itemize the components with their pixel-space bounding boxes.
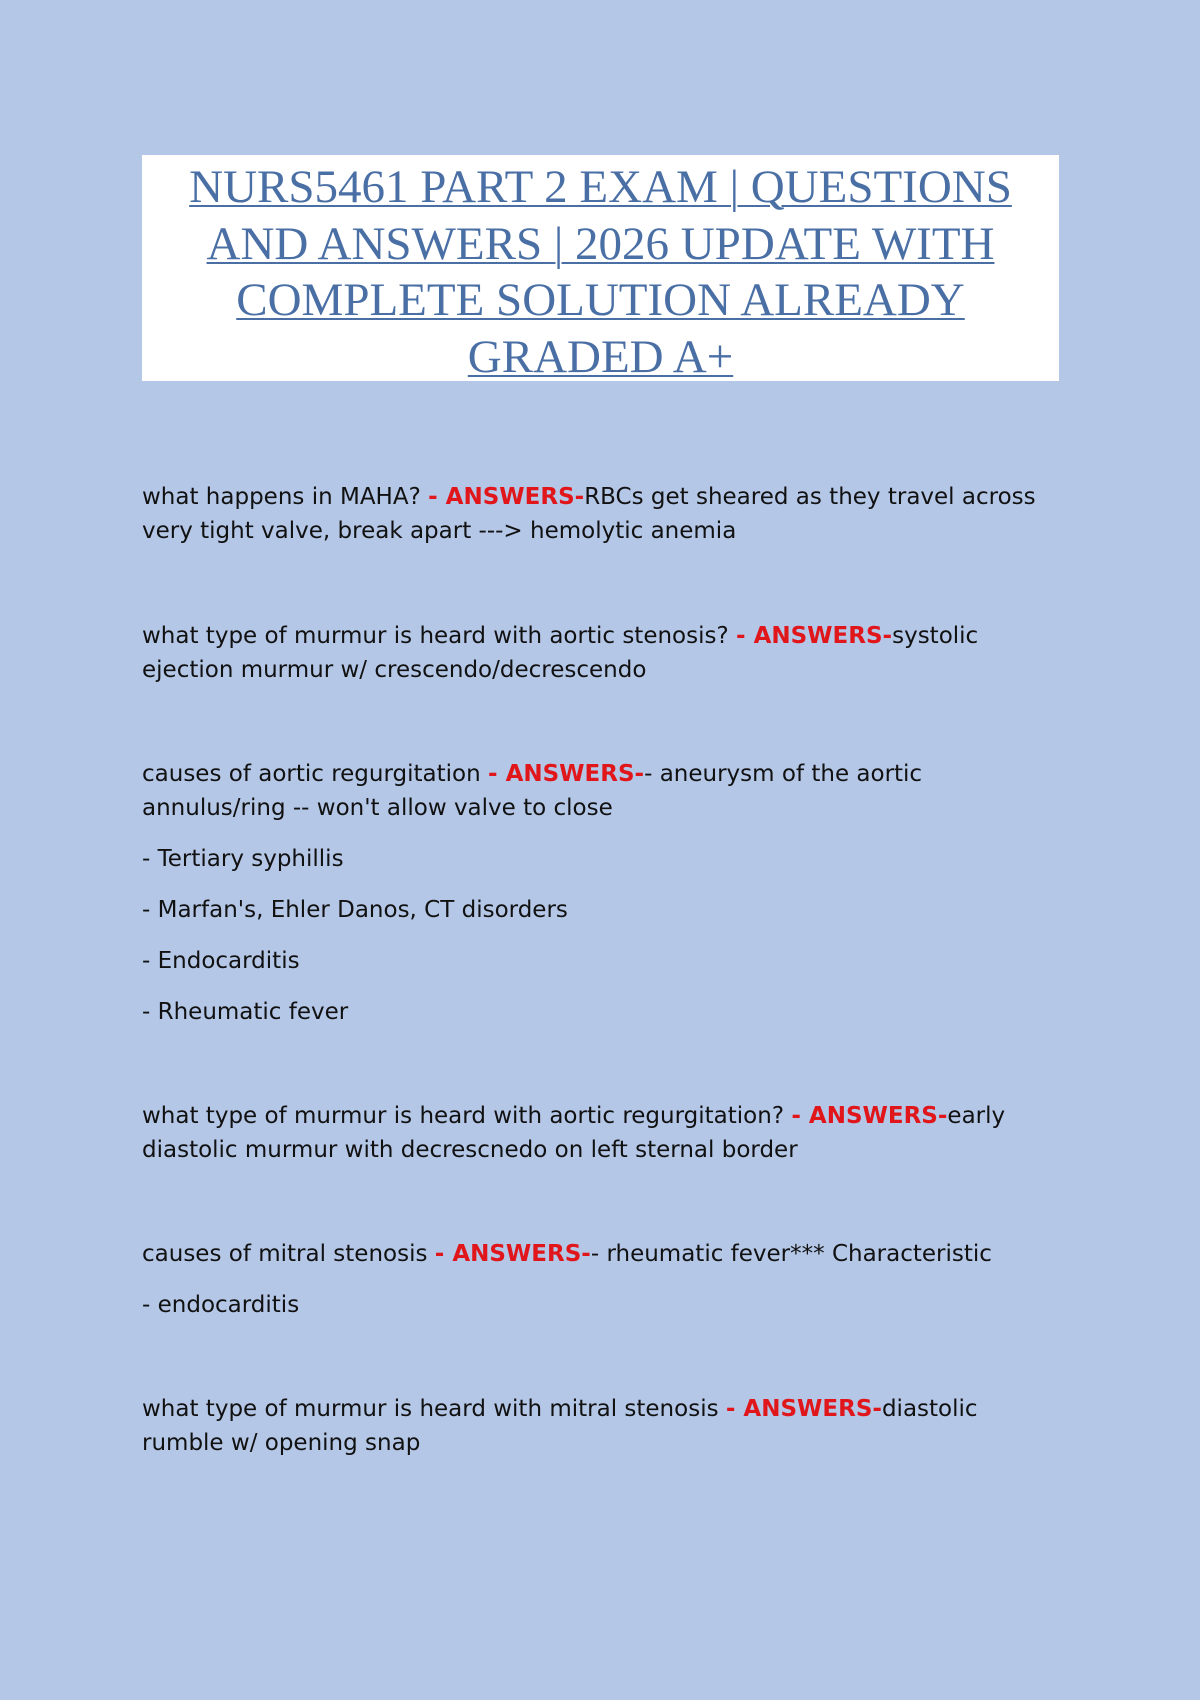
answer-continuation: very tight valve, break apart ---> hemolytic anemia: [142, 518, 737, 544]
answers-label: - ANSWERS-: [434, 1241, 591, 1267]
qa-item: [142, 1392, 1072, 1460]
answer-continuation: annulus/ring -- won't allow valve to close: [142, 795, 613, 821]
qa-item: [142, 1237, 1072, 1322]
question-text: what type of murmur is heard with aortic regurgitation?: [142, 1103, 792, 1129]
list-item: - Endocarditis: [142, 948, 300, 974]
answers-label: - ANSWERS-: [428, 484, 585, 510]
qa-item: [142, 619, 1072, 687]
question-text: causes of mitral stenosis: [142, 1241, 435, 1267]
list-item: - endocarditis: [142, 1292, 300, 1318]
qa-question-line: [142, 1392, 1072, 1426]
answer-text: diastolic: [881, 1396, 978, 1422]
question-text: what type of murmur is heard with mitral stenosis: [142, 1396, 726, 1422]
title-line: GRADED A+: [467, 330, 734, 383]
list-item: - Rheumatic fever: [142, 999, 349, 1025]
qa-question-line: [142, 1237, 1072, 1271]
answers-label: - ANSWERS-: [725, 1396, 882, 1422]
question-text: what type of murmur is heard with aortic stenosis?: [142, 623, 737, 649]
answer-text: systolic: [892, 623, 979, 649]
list-item: - Marfan's, Ehler Danos, CT disorders: [142, 897, 568, 923]
title-line: COMPLETE SOLUTION ALREADY: [236, 274, 965, 326]
answers-label: - ANSWERS-: [736, 623, 893, 649]
qa-item: [142, 757, 1072, 1029]
title-line: NURS5461 PART 2 EXAM | QUESTIONS: [189, 161, 1012, 213]
qa-question-line: [142, 757, 1072, 791]
answer-text: - aneurysm of the aortic: [644, 761, 923, 787]
list-item: - Tertiary syphillis: [142, 846, 344, 872]
qa-item: [142, 480, 1072, 548]
title-line: AND ANSWERS | 2026 UPDATE WITH: [206, 217, 995, 270]
qa-list: [142, 480, 1072, 1460]
answer-continuation: diastolic murmur with decrescnedo on left sternal border: [142, 1137, 798, 1163]
document-title: [142, 155, 1059, 381]
qa-question-line: [142, 1099, 1072, 1133]
qa-item: [142, 1099, 1072, 1167]
answer-text: early: [947, 1103, 1006, 1129]
answer-continuation: ejection murmur w/ crescendo/decrescendo: [142, 657, 647, 683]
qa-question-line: [142, 480, 1072, 514]
question-text: what happens in MAHA?: [142, 484, 429, 510]
answers-label: - ANSWERS-: [488, 761, 645, 787]
answer-continuation: rumble w/ opening snap: [142, 1430, 421, 1456]
qa-question-line: [142, 619, 1072, 653]
answer-text: RBCs get sheared as they travel across: [584, 484, 1036, 510]
question-text: causes of aortic regurgitation: [142, 761, 489, 787]
answers-label: - ANSWERS-: [791, 1103, 948, 1129]
answer-text: - rheumatic fever*** Characteristic: [590, 1241, 992, 1267]
